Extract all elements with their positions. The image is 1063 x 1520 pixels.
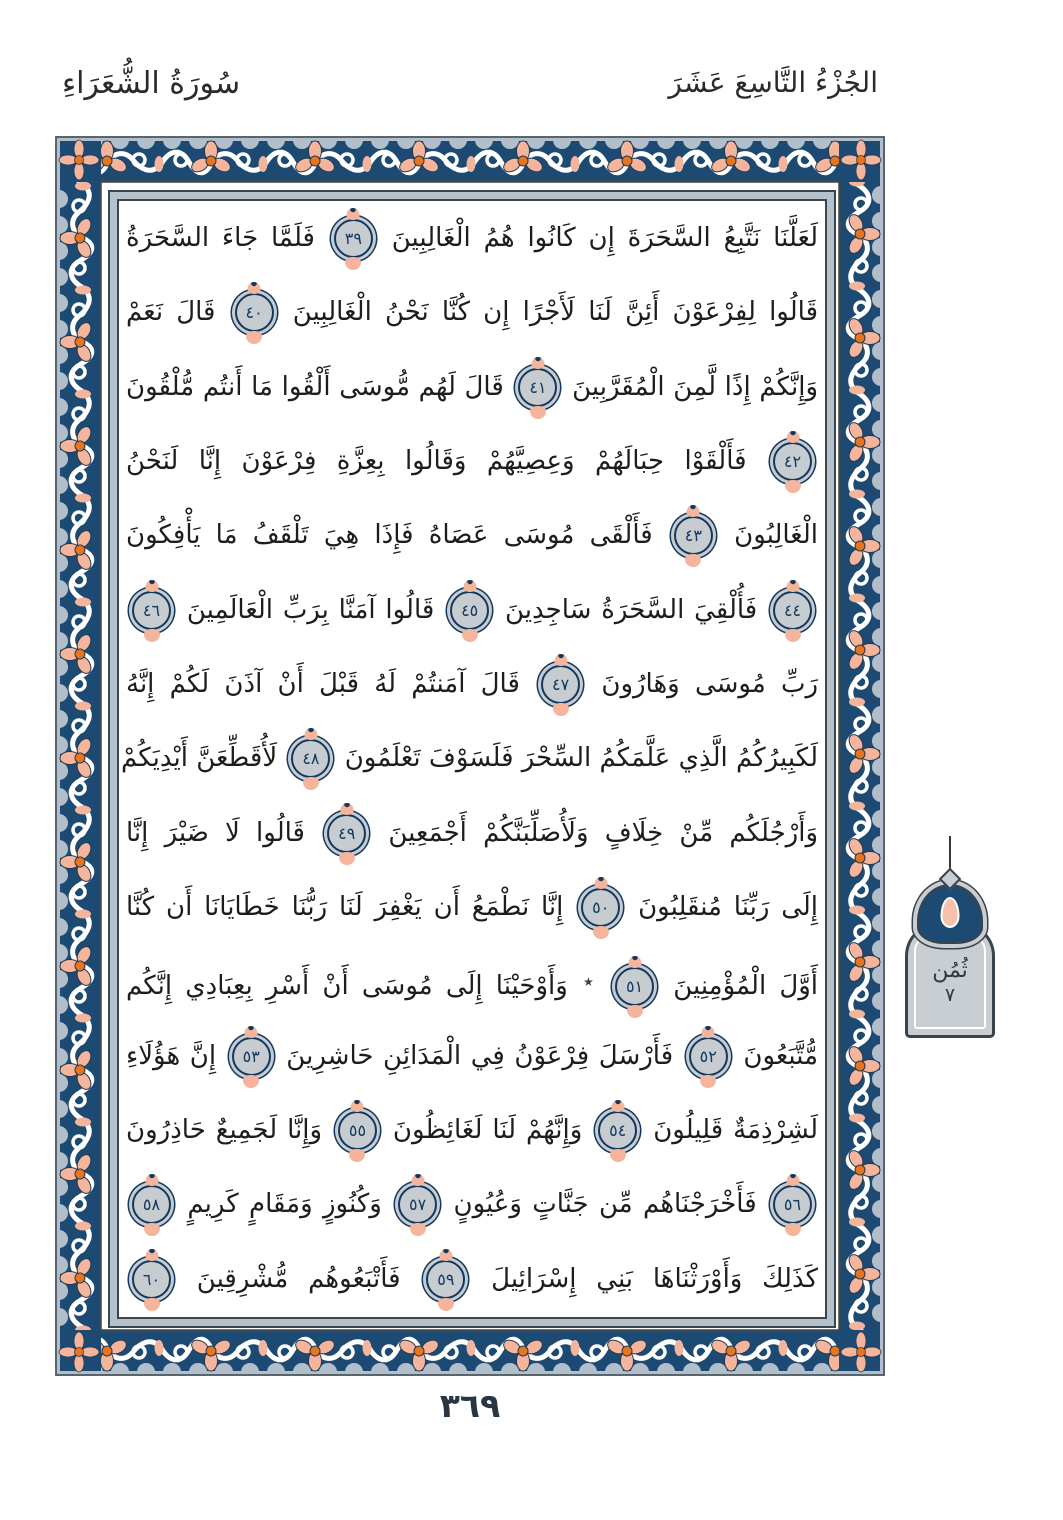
ayah-number: ٥٠ bbox=[592, 898, 610, 918]
page-number: ٣٦٩ bbox=[439, 1386, 501, 1425]
verse-text: لَشِرْذِمَةٌ قَلِيلُونَ bbox=[653, 1115, 819, 1146]
verse-text: وَإِنَّهُمْ لَنَا لَغَائِظُونَ bbox=[392, 1115, 583, 1146]
ayah-number-marker bbox=[132, 591, 171, 630]
thumn-marker bbox=[898, 836, 1002, 1048]
ayah-number-marker bbox=[338, 1111, 377, 1150]
verse-text: إِنَّا نَطْمَعُ أَن يَغْفِرَ لَنَا رَبُّنَا خَطَايَانَا أَن كُنَّا bbox=[126, 892, 564, 923]
ayah-number: ٥٨ bbox=[142, 1195, 161, 1215]
quran-line bbox=[126, 500, 818, 571]
verse-text: فَلَمَّا جَاءَ السَّحَرَةُ bbox=[126, 223, 315, 253]
ayah-number: ٤٧ bbox=[552, 675, 570, 695]
quran-line bbox=[126, 1169, 818, 1240]
verse-text: وَكُنُوزٍ وَمَقَامٍ كَرِيمٍ bbox=[187, 1189, 382, 1220]
ayah-number-marker bbox=[132, 1185, 171, 1224]
quran-text-block bbox=[120, 203, 819, 1315]
verse-text: لَكَبِيرُكُمُ الَّذِي عَلَّمَكُمُ السِّحْرَ فَلَسَوْفَ تَعْلَمُونَ bbox=[344, 743, 818, 774]
verse-text: فَأَتْبَعُوهُم مُّشْرِقِينَ bbox=[196, 1263, 401, 1294]
quran-line bbox=[126, 1244, 818, 1315]
ayah-number-marker bbox=[132, 1260, 171, 1299]
quran-line bbox=[126, 1095, 818, 1166]
ayah-number: ٤٥ bbox=[461, 600, 479, 620]
verse-text: كَذَلِكَ وَأَوْرَثْنَاهَا بَنِي إِسْرَائِيلَ bbox=[491, 1263, 818, 1294]
ayah-number: ٥٤ bbox=[609, 1121, 627, 1141]
verse-text: قَالَ آمَنتُمْ لَهُ قَبْلَ أَنْ آذَنَ لَكُمْ إِنَّهُ bbox=[126, 669, 520, 700]
ayah-number-marker bbox=[773, 1185, 812, 1224]
surah-title: سُورَةُ الشُّعَرَاءِ bbox=[62, 66, 241, 101]
verse-text: فَأَلْقَوْا حِبَالَهُمْ وَعِصِيَّهُمْ وَقَالُوا بِعِزَّةِ فِرْعَوْنَ إِنَّا لَنَحْنُ bbox=[126, 446, 747, 477]
verse-text: وَأَوْحَيْنَا إِلَى مُوسَى أَنْ أَسْرِ بِعِبَادِي إِنَّكُم bbox=[126, 971, 568, 1002]
verse-text: فَأَلْقَى مُوسَى عَصَاهُ فَإِذَا هِيَ تَلْقَفُ مَا يَأْفِكُونَ bbox=[126, 520, 653, 551]
ayah-number: ٦٠ bbox=[142, 1269, 161, 1289]
thumn-label: ثُمُن bbox=[932, 958, 968, 983]
verse-text: فَأَخْرَجْنَاهُم مِّن جَنَّاتٍ وَعُيُونٍ bbox=[453, 1189, 757, 1220]
quran-line bbox=[126, 277, 818, 348]
ayah-number-marker bbox=[773, 442, 812, 481]
ayah-number-marker bbox=[581, 888, 620, 927]
verse-text: أَوَّلَ الْمُؤْمِنِينَ bbox=[673, 971, 819, 1002]
hizb-star-icon: ٭ bbox=[582, 969, 594, 994]
verse-text: رَبِّ مُوسَى وَهَارُونَ bbox=[601, 669, 819, 700]
ayah-number: ٤٩ bbox=[338, 823, 356, 843]
ayah-number-marker bbox=[773, 591, 812, 630]
ayah-number: ٥٥ bbox=[348, 1121, 367, 1141]
quran-line bbox=[126, 946, 818, 1017]
ayah-number-marker bbox=[291, 739, 330, 778]
verse-text: وَإِنَّا لَجَمِيعٌ حَاذِرُونَ bbox=[126, 1115, 323, 1146]
ayah-number: ٤٨ bbox=[302, 749, 320, 769]
ayah-number-marker bbox=[674, 516, 713, 555]
verse-text: إِنَّ هَؤُلَاءِ bbox=[126, 1040, 217, 1071]
quran-line bbox=[126, 649, 818, 720]
ayah-number: ٤٢ bbox=[783, 452, 802, 472]
quran-line bbox=[126, 798, 818, 869]
quran-line bbox=[126, 575, 818, 646]
verse-text: قَالُوا لَا ضَيْرَ إِنَّا bbox=[126, 817, 305, 848]
ayah-number-marker bbox=[598, 1111, 637, 1150]
quran-line bbox=[126, 352, 818, 423]
verse-text: وَإِنَّكُمْ إِذًا لَّمِنَ الْمُقَرَّبِينَ bbox=[572, 371, 819, 402]
juz-title: الجُزْءُ التَّاسِعَ عَشَرَ bbox=[668, 66, 878, 99]
ayah-number: ٥١ bbox=[625, 977, 644, 997]
quran-line bbox=[126, 1021, 818, 1092]
ayah-number-marker bbox=[232, 1037, 271, 1076]
ayah-number-marker bbox=[327, 814, 366, 853]
ayah-number-marker bbox=[541, 665, 580, 704]
ayah-number: ٥٦ bbox=[783, 1195, 802, 1215]
quran-line bbox=[126, 426, 818, 497]
verse-text: إِلَى رَبِّنَا مُنقَلِبُونَ bbox=[638, 892, 819, 923]
ayah-number-marker bbox=[689, 1037, 728, 1076]
verse-text: قَالُوا لِفِرْعَوْنَ أَئِنَّ لَنَا لَأَجْرًا إِن كُنَّا نَحْنُ الْغَالِبِينَ bbox=[292, 297, 819, 328]
ayah-number: ٤١ bbox=[529, 377, 547, 397]
ayah-number: ٤٤ bbox=[783, 600, 802, 620]
verse-text: لَأُقَطِّعَنَّ أَيْدِيَكُمْ bbox=[120, 743, 278, 774]
ayah-number-marker bbox=[235, 293, 274, 332]
ayah-number: ٤٣ bbox=[684, 526, 702, 546]
ayah-number-marker bbox=[450, 591, 489, 630]
ayah-number: ٥٩ bbox=[437, 1269, 455, 1289]
verse-text: فَأَرْسَلَ فِرْعَوْنُ فِي الْمَدَائِنِ حَاشِرِينَ bbox=[286, 1040, 674, 1071]
ayah-number: ٥٧ bbox=[409, 1195, 427, 1215]
verse-text: مُّتَّبَعُونَ bbox=[743, 1040, 819, 1071]
verse-text: قَالُوا آمَنَّا بِرَبِّ الْعَالَمِينَ bbox=[186, 594, 435, 625]
quran-line bbox=[126, 203, 818, 274]
verse-text: الْغَالِبُونَ bbox=[734, 520, 818, 551]
ayah-number: ٤٠ bbox=[245, 303, 263, 323]
ayah-number-marker bbox=[615, 967, 654, 1006]
ayah-number-marker bbox=[398, 1185, 437, 1224]
ayah-number: ٥٢ bbox=[699, 1046, 717, 1066]
ayah-number-marker bbox=[518, 368, 557, 407]
ayah-number-marker bbox=[334, 219, 373, 258]
verse-text: قَالَ نَعَمْ bbox=[126, 297, 216, 328]
ayah-number-marker bbox=[426, 1260, 465, 1299]
verse-text: لَعَلَّنَا نَتَّبِعُ السَّحَرَةَ إِن كَانُوا هُمُ الْغَالِبِينَ bbox=[391, 223, 819, 253]
ayah-number: ٤٦ bbox=[142, 600, 161, 620]
quran-line bbox=[126, 872, 818, 943]
verse-text: فَأُلْقِيَ السَّحَرَةُ سَاجِدِينَ bbox=[504, 594, 758, 625]
ayah-number: ٥٣ bbox=[242, 1046, 260, 1066]
thumn-dome-icon bbox=[917, 884, 983, 944]
thumn-inner-frame bbox=[914, 935, 986, 1029]
quran-line bbox=[120, 723, 818, 794]
verse-text: وَأَرْجُلَكُم مِّنْ خِلَافٍ وَلَأُصَلِّبَنَّكُمْ أَجْمَعِينَ bbox=[388, 817, 819, 848]
thumn-number: ٧ bbox=[944, 984, 956, 1007]
verse-text: قَالَ لَهُم مُّوسَى أَلْقُوا مَا أَنتُم مُّلْقُونَ bbox=[126, 371, 504, 402]
ayah-number: ٣٩ bbox=[344, 229, 362, 248]
